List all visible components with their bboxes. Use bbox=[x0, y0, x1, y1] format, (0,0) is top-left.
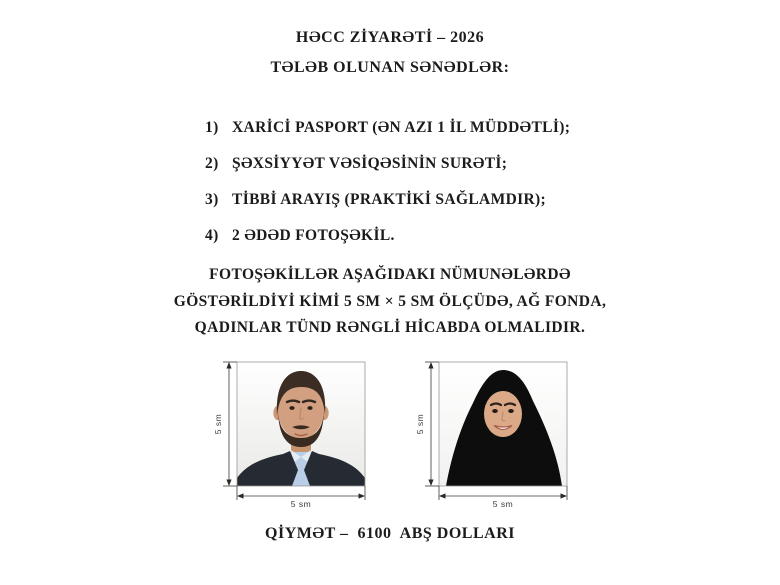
photo-instructions-line-3: QADINLAR TÜND RƏNGLİ HİCABDA OLMALIDIR. bbox=[194, 319, 586, 336]
requirement-item-1 bbox=[205, 118, 780, 137]
woman-portrait bbox=[439, 362, 567, 486]
requirement-number: 4) bbox=[205, 227, 219, 244]
requirement-text: XARİCİ PASPORT (ƏN AZI 1 İL MÜDDƏTLİ); bbox=[232, 119, 571, 136]
sample-photos-row bbox=[0, 358, 780, 508]
requirement-number: 3) bbox=[205, 191, 219, 208]
requirement-text: ŞƏXSİYYƏT VƏSİQƏSİNİN SURƏTİ; bbox=[232, 155, 508, 172]
photo-instructions-line-2: GÖSTƏRİLDİYİ KİMİ 5 SM × 5 SM ÖLÇÜDƏ, AĞ FONDA, bbox=[173, 292, 607, 310]
photo-instructions bbox=[0, 262, 780, 342]
requirement-text: 2 ƏDƏD FOTOŞƏKİL. bbox=[232, 227, 395, 244]
woman-photo-width-label: 5 sm bbox=[492, 498, 514, 508]
photo-instructions-line-1: FOTOŞƏKİLLƏR AŞAĞIDAKI NÜMUNƏLƏRDƏ bbox=[209, 266, 571, 283]
man-photo-width-label: 5 sm bbox=[290, 498, 312, 508]
price-line: QİYMƏT – 6100 ABŞ DOLLARI bbox=[265, 524, 515, 542]
requirement-item-3 bbox=[205, 190, 780, 209]
requirement-item-4 bbox=[205, 226, 780, 245]
requirement-number: 2) bbox=[205, 155, 219, 172]
requirement-text: TİBBİ ARAYIŞ (PRAKTİKİ SAĞLAMDIR); bbox=[232, 191, 547, 208]
document-title: HƏCC ZİYARƏTİ – 2026 bbox=[295, 29, 485, 46]
document-subtitle: TƏLƏB OLUNAN SƏNƏDLƏR: bbox=[270, 59, 510, 76]
requirements-list bbox=[205, 118, 780, 245]
woman-photo-height-label: 5 sm bbox=[415, 413, 425, 434]
requirement-item-2 bbox=[205, 154, 780, 173]
woman-passport-photo-figure bbox=[413, 358, 569, 508]
man-photo-height-label: 5 sm bbox=[213, 413, 223, 434]
man-passport-photo-figure bbox=[211, 358, 367, 508]
requirement-number: 1) bbox=[205, 119, 219, 136]
man-portrait bbox=[237, 362, 365, 486]
